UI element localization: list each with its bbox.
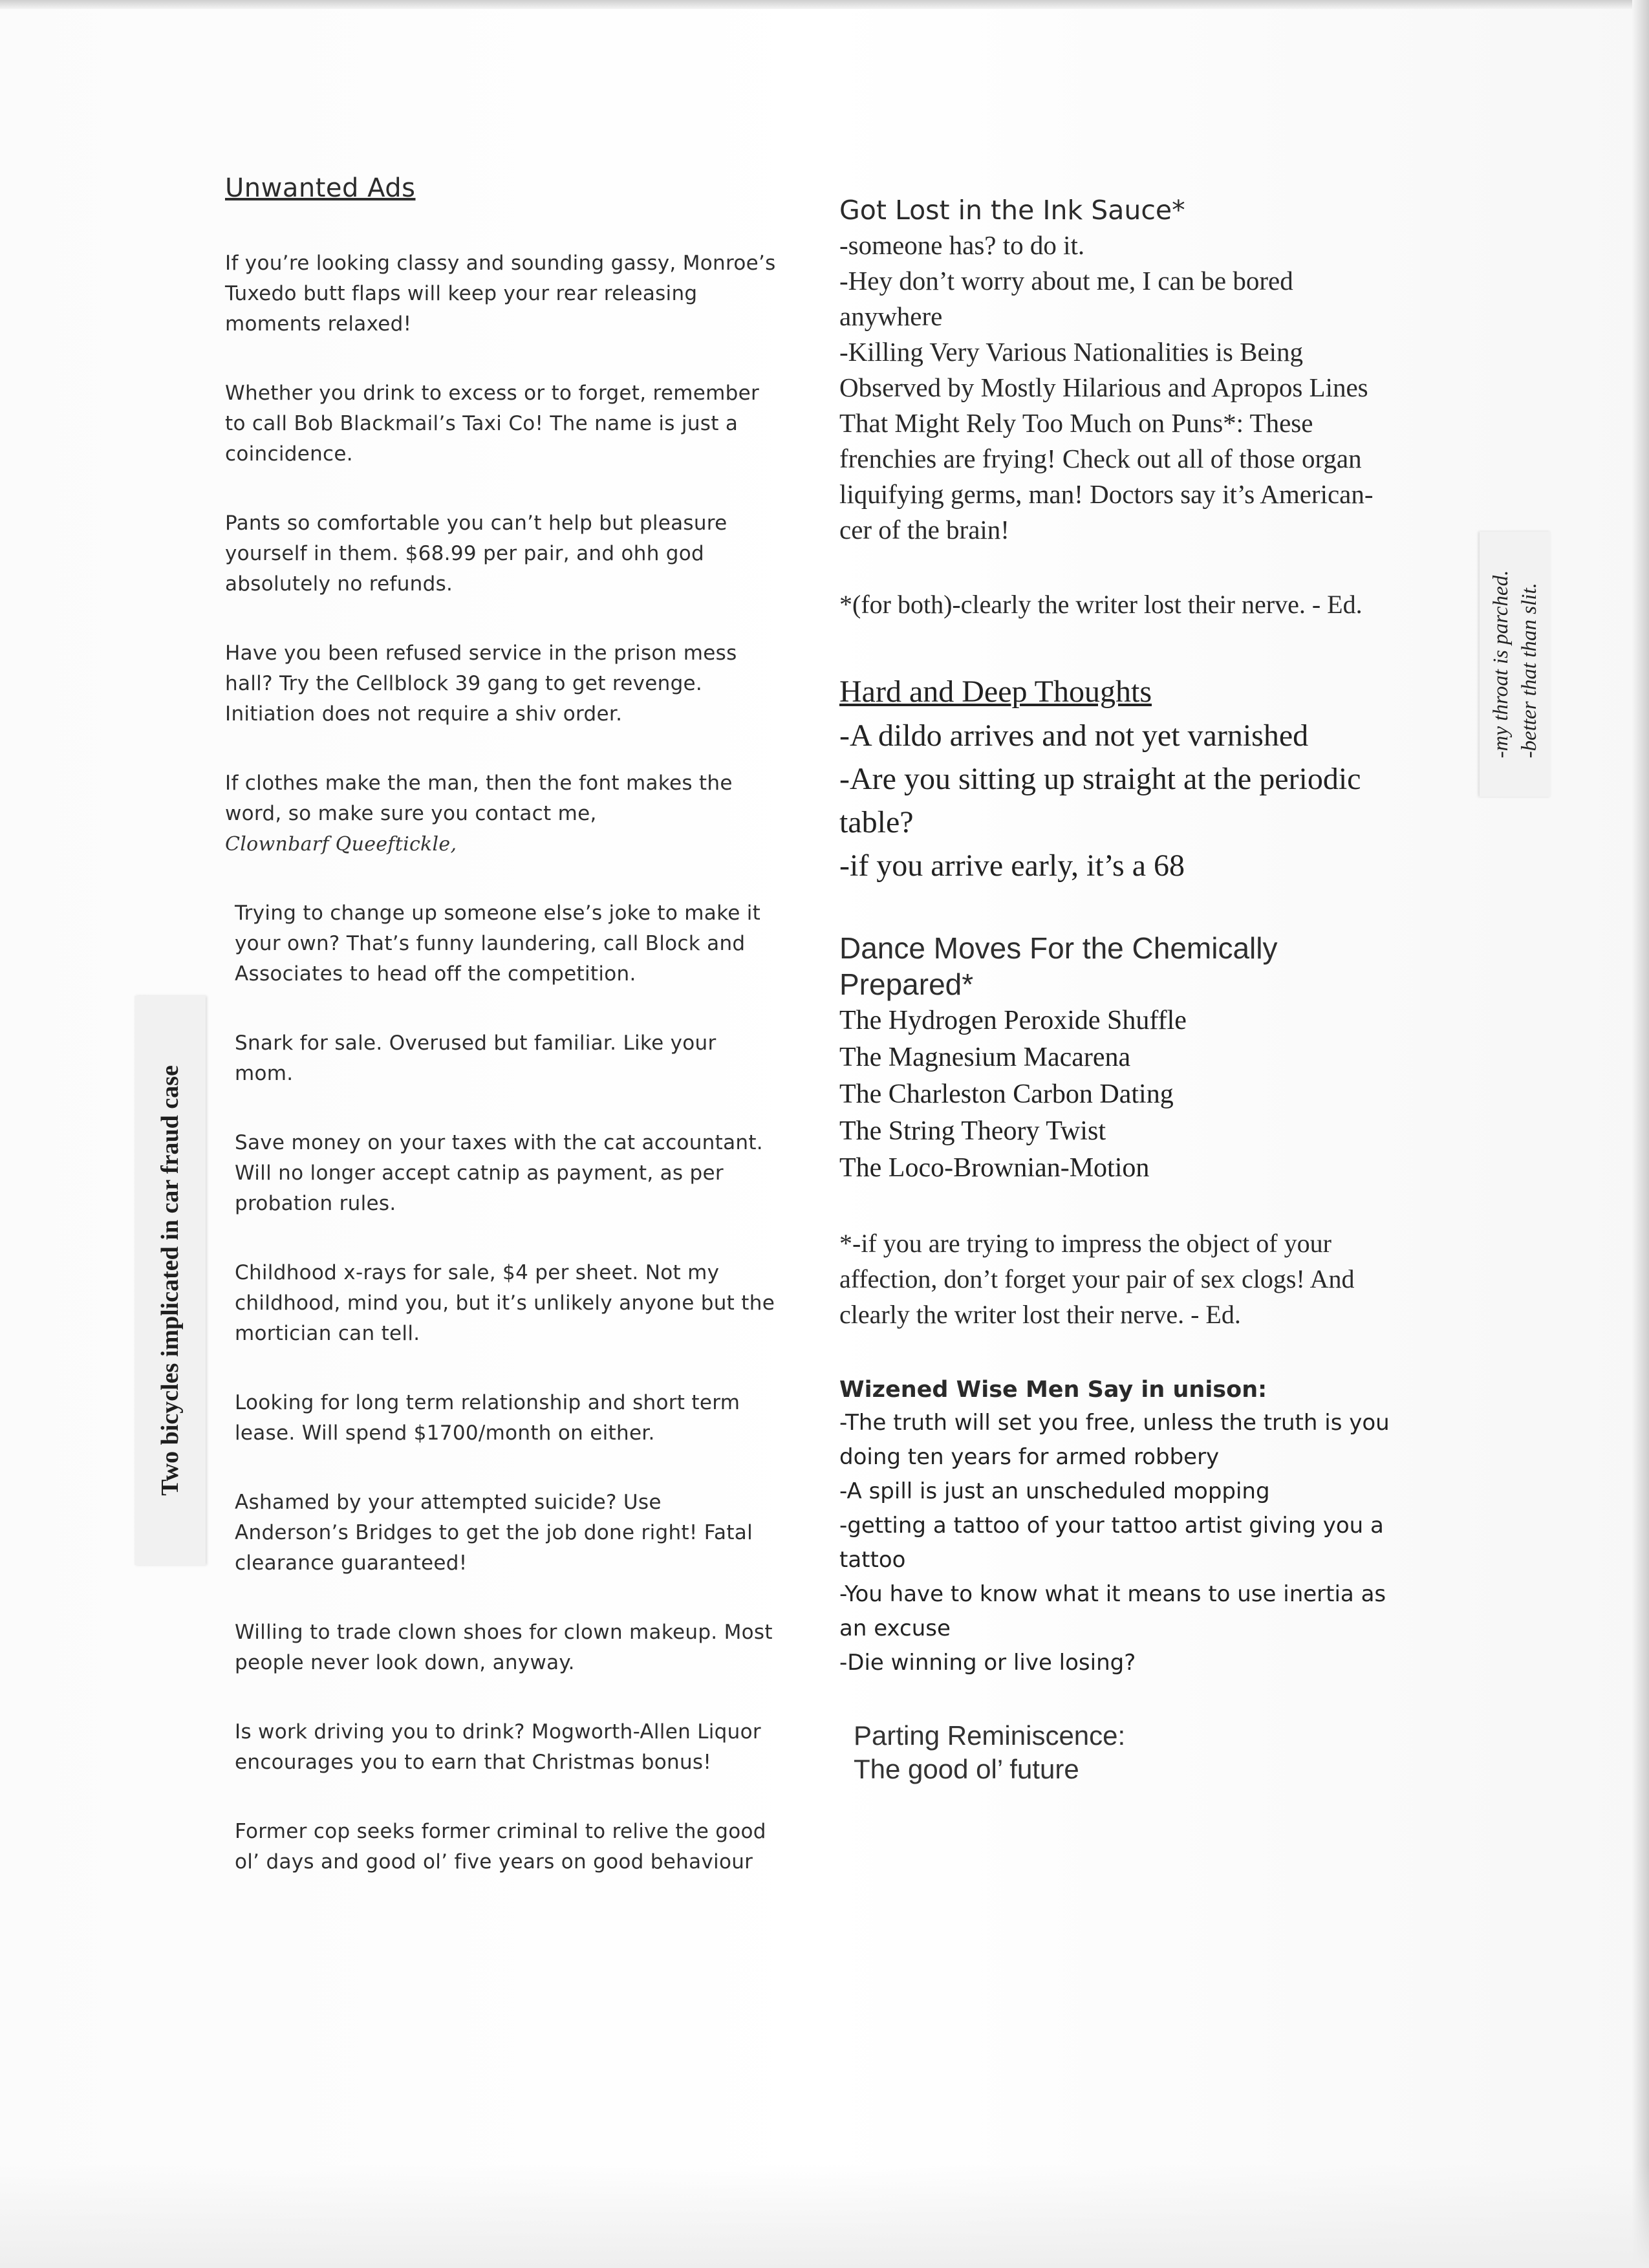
dance-move: The Hydrogen Peroxide Shuffle bbox=[839, 1006, 1187, 1035]
dance-moves-title: Dance Moves For the Chemically Prepared* bbox=[839, 931, 1278, 1001]
ad-item: If you’re looking classy and sounding gassy, Monroe’s Tuxedo butt flaps will keep your rear releasing moments relaxed! bbox=[225, 252, 776, 336]
parting-reminiscence-title: Parting Reminiscence: bbox=[854, 1720, 1126, 1751]
wise-line: -A spill is just an unscheduled mopping bbox=[839, 1478, 1270, 1504]
right-column bbox=[839, 193, 1396, 1786]
dance-move: The Loco-Brownian-Motion bbox=[839, 1153, 1150, 1183]
ink-editor-note: *(for both)-clearly the writer lost their nerve. - Ed. bbox=[839, 590, 1363, 619]
wise-line: -getting a tattoo of your tattoo artist giving you a tattoo bbox=[839, 1513, 1384, 1573]
ad-item: Childhood x-rays for sale, $4 per sheet. Not my childhood, mind you, but it’s unlikely anyone but the mortician can tell. bbox=[235, 1261, 775, 1345]
script-signature: Clownbarf Queeftickle, bbox=[225, 833, 457, 856]
strip-left-text: Two bicycles implicated in car fraud case bbox=[156, 1065, 184, 1496]
dance-editor-note: *-if you are trying to impress the object of your affection, don’t forget your pair of sex clogs! And clearly the writer lost their nerve. - Ed. bbox=[839, 1229, 1355, 1329]
ad-item: Willing to trade clown shoes for clown makeup. Most people never look down, anyway. bbox=[235, 1621, 773, 1674]
dance-move: The Magnesium Macarena bbox=[839, 1042, 1131, 1072]
taped-strip-right bbox=[1480, 532, 1551, 797]
ink-sauce-lines bbox=[839, 228, 1396, 548]
ad-item: Snark for sale. Overused but familiar. Like your mom. bbox=[235, 1031, 717, 1085]
thought-line: -Are you sitting up straight at the periodic table? bbox=[839, 762, 1361, 839]
dance-move: The Charleston Carbon Dating bbox=[839, 1079, 1174, 1109]
wise-men-title: Wizened Wise Men Say in unison: bbox=[839, 1377, 1267, 1403]
ad-item-font bbox=[225, 768, 781, 859]
strip-right-line: -better that than slit. bbox=[1518, 583, 1541, 759]
ad-item: Is work driving you to drink? Mogworth-Allen Liquor encourages you to earn that Christmas bonus! bbox=[235, 1720, 761, 1774]
dance-moves-list bbox=[839, 1002, 1396, 1187]
ink-line: -Killing Very Various Nationalities is Being Observed by Mostly Hilarious and Apropos Lines That Might Rely Too Much on Puns*: These frenchies are frying! Check out all of those organ liquifying germs, man! Doctors say it’s American-cer of the brain! bbox=[839, 337, 1374, 545]
ad-item: Former cop seeks former criminal to relive the good ol’ days and good ol’ five years on good behaviour bbox=[235, 1820, 766, 1874]
thought-line: -A dildo arrives and not yet varnished bbox=[839, 718, 1309, 753]
hard-deep-thoughts-lines bbox=[839, 714, 1396, 887]
parting-reminiscence-line: The good ol’ future bbox=[854, 1754, 1079, 1784]
ad-item: Ashamed by your attempted suicide? Use Anderson’s Bridges to get the job done right! Fatal clearance guaranteed! bbox=[235, 1491, 753, 1575]
ad-item: Looking for long term relationship and short term lease. Will spend $1700/month on either. bbox=[235, 1391, 740, 1445]
scan-bottom-shade bbox=[0, 2165, 1649, 2268]
ink-line: -Hey don’t worry about me, I can be bored anywhere bbox=[839, 266, 1293, 331]
ad-item: Trying to change up someone else’s joke to make it your own? That’s funny laundering, call Block and Associates to head off the competition. bbox=[235, 902, 761, 986]
scan-top-edge bbox=[0, 0, 1649, 9]
ad-item: Whether you drink to excess or to forget, remember to call Bob Blackmail’s Taxi Co! The name is just a coincidence. bbox=[225, 382, 760, 466]
scan-right-edge bbox=[1632, 0, 1649, 2268]
ad-item: Pants so comfortable you can’t help but pleasure yourself in them. $68.99 per pair, and ohh god absolutely no refunds. bbox=[225, 512, 727, 596]
ad-font-text: If clothes make the man, then the font makes the word, so make sure you contact me, bbox=[225, 772, 733, 825]
wise-line: -Die winning or live losing? bbox=[839, 1650, 1136, 1676]
strip-right-text bbox=[1487, 570, 1544, 759]
dance-move: The String Theory Twist bbox=[839, 1116, 1106, 1146]
ad-item: Have you been refused service in the prison mess hall? Try the Cellblock 39 gang to get revenge. Initiation does not require a shiv order. bbox=[225, 642, 737, 726]
wise-men-lines bbox=[839, 1406, 1396, 1680]
wise-line: -You have to know what it means to use inertia as an excuse bbox=[839, 1581, 1386, 1641]
taped-strip-left bbox=[135, 996, 206, 1565]
ink-line: -someone has? to do it. bbox=[839, 230, 1085, 260]
unwanted-ads-column bbox=[225, 173, 781, 1916]
thought-line: -if you arrive early, it’s a 68 bbox=[839, 848, 1185, 883]
ink-sauce-title: Got Lost in the Ink Sauce* bbox=[839, 195, 1185, 226]
ad-item: Save money on your taxes with the cat accountant. Will no longer accept catnip as payment, as per probation rules. bbox=[235, 1131, 763, 1215]
wise-line: -The truth will set you free, unless the truth is you doing ten years for armed robbery bbox=[839, 1410, 1390, 1470]
strip-right-line: -my throat is parched. bbox=[1489, 570, 1513, 759]
hard-deep-thoughts-title: Hard and Deep Thoughts bbox=[839, 675, 1152, 709]
unwanted-ads-title: Unwanted Ads bbox=[225, 173, 416, 203]
